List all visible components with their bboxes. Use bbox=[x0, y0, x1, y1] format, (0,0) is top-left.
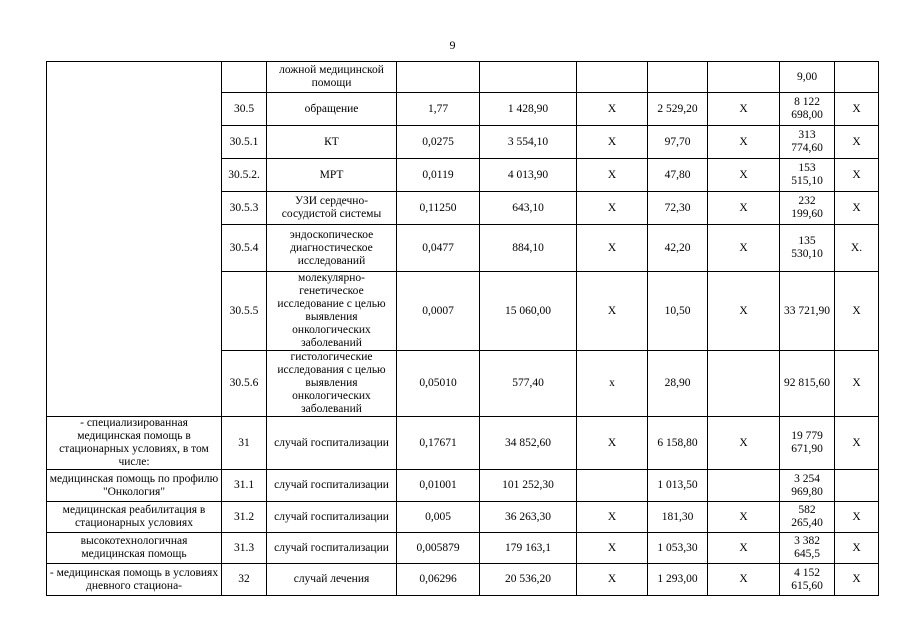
row-unit-cell: случай лечения bbox=[267, 564, 397, 596]
table-row bbox=[47, 417, 879, 470]
row-code-cell: 30.5.3 bbox=[222, 192, 267, 225]
row-value-cell: 19 779 671,90 bbox=[780, 417, 835, 470]
row-value-cell: 153 515,10 bbox=[780, 159, 835, 192]
row-x-cell: X bbox=[708, 159, 780, 192]
row-code-cell bbox=[222, 62, 267, 93]
row-code-cell: 31.1 bbox=[222, 470, 267, 502]
row-x-cell: X bbox=[835, 502, 879, 533]
row-x-cell: X. bbox=[835, 225, 879, 272]
row-value-cell: 0,17671 bbox=[397, 417, 480, 470]
row-value-cell: 1 293,00 bbox=[648, 564, 708, 596]
row-unit-cell: КТ bbox=[267, 126, 397, 159]
row-code-cell: 31.2 bbox=[222, 502, 267, 533]
row-x-cell: X bbox=[835, 417, 879, 470]
row-value-cell: 47,80 bbox=[648, 159, 708, 192]
row-value-cell: 0,0477 bbox=[397, 225, 480, 272]
row-value-cell: 42,20 bbox=[648, 225, 708, 272]
row-value-cell: 97,70 bbox=[648, 126, 708, 159]
row-value-cell: 0,05010 bbox=[397, 351, 480, 417]
row-value-cell: 0,005 bbox=[397, 502, 480, 533]
row-value-cell: 3 382 645,5 bbox=[780, 533, 835, 564]
row-value-cell bbox=[480, 62, 577, 93]
table-row bbox=[47, 502, 879, 533]
row-value-cell: 179 163,1 bbox=[480, 533, 577, 564]
row-x-cell: X bbox=[835, 126, 879, 159]
row-value-cell: 0,06296 bbox=[397, 564, 480, 596]
row-x-cell bbox=[577, 62, 648, 93]
row-x-cell bbox=[835, 62, 879, 93]
row-value-cell: 4 152 615,60 bbox=[780, 564, 835, 596]
row-value-cell: 1 053,30 bbox=[648, 533, 708, 564]
row-unit-cell: случай госпитализации bbox=[267, 417, 397, 470]
row-x-cell: X bbox=[577, 272, 648, 351]
row-code-cell: 32 bbox=[222, 564, 267, 596]
row-code-cell: 30.5.5 bbox=[222, 272, 267, 351]
row-name-cell: высокотехнологичная медицинская помощь bbox=[47, 533, 222, 564]
row-name-cell bbox=[47, 62, 222, 417]
row-code-cell: 30.5 bbox=[222, 93, 267, 126]
row-x-cell: x bbox=[577, 351, 648, 417]
row-x-cell: X bbox=[708, 93, 780, 126]
row-x-cell: X bbox=[835, 272, 879, 351]
row-value-cell: 4 013,90 bbox=[480, 159, 577, 192]
row-x-cell: X bbox=[577, 93, 648, 126]
row-x-cell: X bbox=[708, 564, 780, 596]
row-name-cell: медицинская помощь по профилю "Онкология" bbox=[47, 470, 222, 502]
row-value-cell: 1 428,90 bbox=[480, 93, 577, 126]
row-value-cell: 9,00 bbox=[780, 62, 835, 93]
row-x-cell: X bbox=[835, 564, 879, 596]
row-value-cell: 232 199,60 bbox=[780, 192, 835, 225]
row-value-cell: 1 013,50 bbox=[648, 470, 708, 502]
row-x-cell: X bbox=[708, 417, 780, 470]
row-x-cell: X bbox=[577, 159, 648, 192]
row-x-cell: X bbox=[577, 533, 648, 564]
row-value-cell: 0,0275 bbox=[397, 126, 480, 159]
row-unit-cell: случай госпитализации bbox=[267, 470, 397, 502]
row-name-cell: - специализированная медицинская помощь в стационарных условиях, в том числе: bbox=[47, 417, 222, 470]
row-value-cell: 36 263,30 bbox=[480, 502, 577, 533]
row-value-cell: 884,10 bbox=[480, 225, 577, 272]
row-value-cell: 313 774,60 bbox=[780, 126, 835, 159]
row-code-cell: 30.5.1 bbox=[222, 126, 267, 159]
row-value-cell: 0,01001 bbox=[397, 470, 480, 502]
row-value-cell bbox=[397, 62, 480, 93]
row-code-cell: 31 bbox=[222, 417, 267, 470]
row-unit-cell: ложной медицинской помощи bbox=[267, 62, 397, 93]
row-value-cell: 0,005879 bbox=[397, 533, 480, 564]
row-x-cell: X bbox=[577, 126, 648, 159]
row-x-cell bbox=[835, 470, 879, 502]
data-table bbox=[46, 61, 879, 596]
row-unit-cell: случай госпитализации bbox=[267, 533, 397, 564]
row-x-cell: X bbox=[708, 225, 780, 272]
table-row bbox=[47, 533, 879, 564]
row-value-cell: 28,90 bbox=[648, 351, 708, 417]
row-x-cell bbox=[708, 62, 780, 93]
row-x-cell: X bbox=[577, 417, 648, 470]
row-value-cell: 643,10 bbox=[480, 192, 577, 225]
row-value-cell: 33 721,90 bbox=[780, 272, 835, 351]
row-x-cell: X bbox=[835, 159, 879, 192]
row-code-cell: 30.5.4 bbox=[222, 225, 267, 272]
row-name-cell: медицинская реабилитация в стационарных условиях bbox=[47, 502, 222, 533]
row-x-cell bbox=[708, 470, 780, 502]
row-value-cell: 2 529,20 bbox=[648, 93, 708, 126]
row-unit-cell: случай госпитализации bbox=[267, 502, 397, 533]
row-x-cell: X bbox=[835, 351, 879, 417]
row-value-cell: 8 122 698,00 bbox=[780, 93, 835, 126]
row-x-cell: X bbox=[577, 225, 648, 272]
row-code-cell: 31.3 bbox=[222, 533, 267, 564]
row-value-cell: 135 530,10 bbox=[780, 225, 835, 272]
row-value-cell bbox=[648, 62, 708, 93]
row-value-cell: 6 158,80 bbox=[648, 417, 708, 470]
row-value-cell: 577,40 bbox=[480, 351, 577, 417]
row-x-cell: X bbox=[835, 533, 879, 564]
row-value-cell: 92 815,60 bbox=[780, 351, 835, 417]
row-x-cell: X bbox=[577, 192, 648, 225]
row-value-cell: 181,30 bbox=[648, 502, 708, 533]
row-value-cell: 34 852,60 bbox=[480, 417, 577, 470]
row-unit-cell: УЗИ сердечно-сосудистой системы bbox=[267, 192, 397, 225]
table-row bbox=[47, 564, 879, 596]
row-x-cell bbox=[577, 470, 648, 502]
row-value-cell: 3 554,10 bbox=[480, 126, 577, 159]
row-unit-cell: МРТ bbox=[267, 159, 397, 192]
row-x-cell: X bbox=[835, 93, 879, 126]
row-name-cell: - медицинская помощь в условиях дневного стациона- bbox=[47, 564, 222, 596]
row-x-cell bbox=[708, 351, 780, 417]
row-x-cell: X bbox=[835, 192, 879, 225]
row-unit-cell: молекулярно-генетическое исследование с целью выявления онкологических заболеваний bbox=[267, 272, 397, 351]
row-unit-cell: гистологические исследования с целью выявления онкологических заболеваний bbox=[267, 351, 397, 417]
row-value-cell: 0,0007 bbox=[397, 272, 480, 351]
row-x-cell: X bbox=[708, 192, 780, 225]
row-x-cell: X bbox=[708, 502, 780, 533]
row-value-cell: 15 060,00 bbox=[480, 272, 577, 351]
row-value-cell: 72,30 bbox=[648, 192, 708, 225]
row-unit-cell: обращение bbox=[267, 93, 397, 126]
row-value-cell: 582 265,40 bbox=[780, 502, 835, 533]
row-unit-cell: эндоскопическое диагностическое исследований bbox=[267, 225, 397, 272]
row-x-cell: X bbox=[577, 564, 648, 596]
row-x-cell: X bbox=[708, 126, 780, 159]
row-value-cell: 0,0119 bbox=[397, 159, 480, 192]
row-value-cell: 0,11250 bbox=[397, 192, 480, 225]
row-x-cell: X bbox=[577, 502, 648, 533]
table-row bbox=[47, 470, 879, 502]
row-x-cell: X bbox=[708, 272, 780, 351]
row-code-cell: 30.5.6 bbox=[222, 351, 267, 417]
row-value-cell: 3 254 969,80 bbox=[780, 470, 835, 502]
row-x-cell: X bbox=[708, 533, 780, 564]
row-value-cell: 1,77 bbox=[397, 93, 480, 126]
row-value-cell: 101 252,30 bbox=[480, 470, 577, 502]
row-code-cell: 30.5.2. bbox=[222, 159, 267, 192]
table-row bbox=[47, 62, 879, 93]
page-number: 9 bbox=[449, 38, 456, 52]
row-value-cell: 20 536,20 bbox=[480, 564, 577, 596]
row-value-cell: 10,50 bbox=[648, 272, 708, 351]
